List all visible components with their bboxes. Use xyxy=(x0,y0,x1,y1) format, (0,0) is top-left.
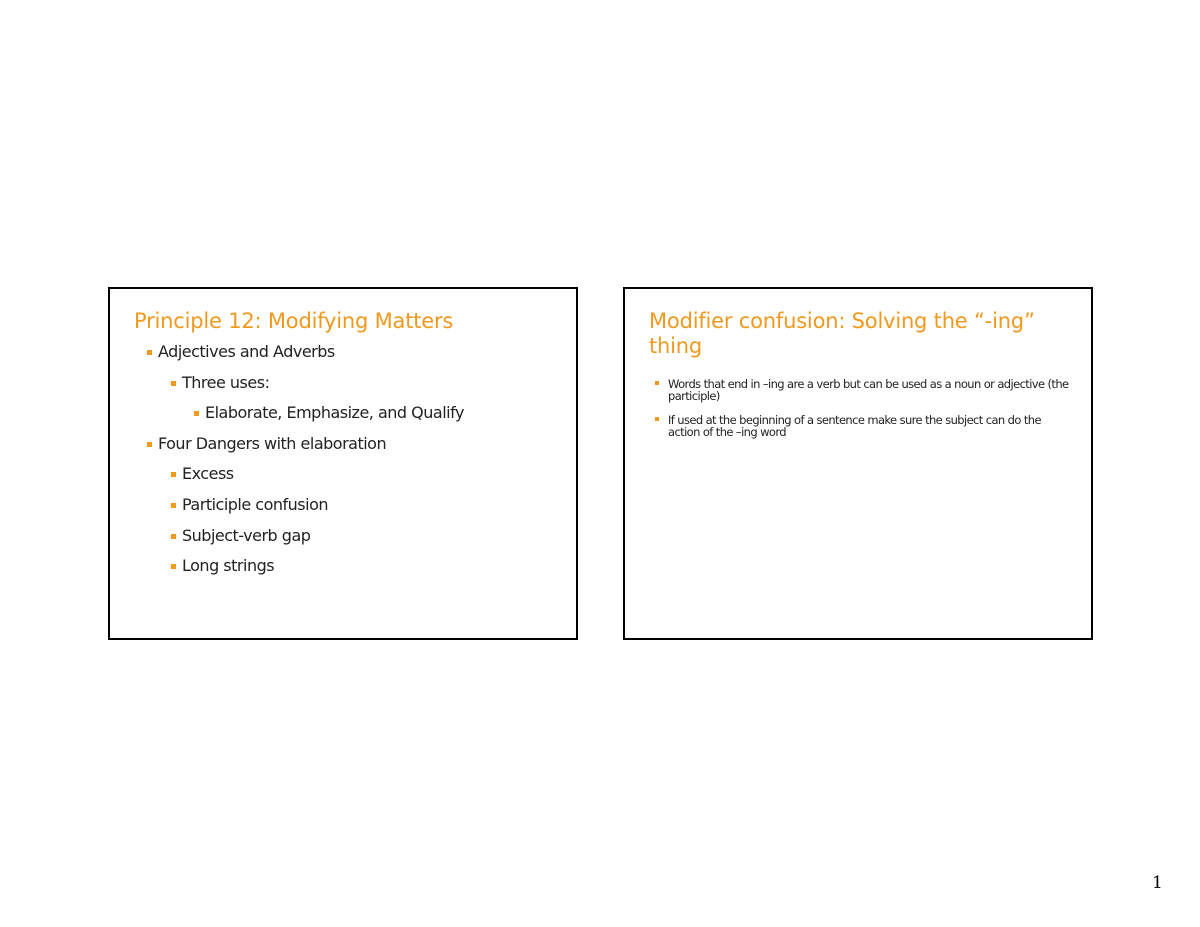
bullet-item xyxy=(110,342,576,373)
bullet-item xyxy=(110,526,576,557)
bullet-text: Four Dangers with elaboration xyxy=(158,433,387,453)
square-bullet-icon xyxy=(194,411,199,416)
slide-1 xyxy=(108,287,578,640)
square-bullet-icon xyxy=(171,564,176,569)
bullet-text: Three uses: xyxy=(182,372,270,392)
bullet-item xyxy=(110,373,576,404)
square-bullet-icon xyxy=(171,472,176,477)
page-number: 1 xyxy=(1152,873,1163,893)
square-bullet-icon xyxy=(171,503,176,508)
bullet-text: Participle confusion xyxy=(182,494,329,514)
bullet-text: Adjectives and Adverbs xyxy=(158,342,335,361)
bullet-list xyxy=(625,378,1091,450)
square-bullet-icon xyxy=(171,381,176,386)
bullet-text: Elaborate, Emphasize, and Qualify xyxy=(205,403,464,423)
square-bullet-icon xyxy=(147,442,152,447)
bullet-item xyxy=(110,434,576,465)
slide-title: Modifier confusion: Solving the “-ing” thing xyxy=(649,309,1035,358)
square-bullet-icon xyxy=(655,381,659,385)
square-bullet-icon xyxy=(147,350,152,355)
bullet-text: If used at the beginning of a sentence make sure the subject can do the action of the –ing word xyxy=(668,413,1041,439)
bullet-item xyxy=(110,495,576,526)
bullet-item xyxy=(625,378,1091,402)
slide-title: Principle 12: Modifying Matters xyxy=(134,309,454,333)
bullet-item xyxy=(110,403,576,434)
bullet-item xyxy=(110,464,576,495)
bullet-text: Subject-verb gap xyxy=(182,525,311,545)
bullet-item xyxy=(625,414,1091,438)
square-bullet-icon xyxy=(655,417,659,421)
slide-2 xyxy=(623,287,1093,640)
bullet-text: Long strings xyxy=(182,556,275,576)
bullet-list xyxy=(110,342,576,587)
bullet-text: Excess xyxy=(182,464,234,484)
bullet-item xyxy=(110,556,576,587)
bullet-text: Words that end in –ing are a verb but can be used as a noun or adjective (the participle) xyxy=(668,377,1069,403)
square-bullet-icon xyxy=(171,534,176,539)
